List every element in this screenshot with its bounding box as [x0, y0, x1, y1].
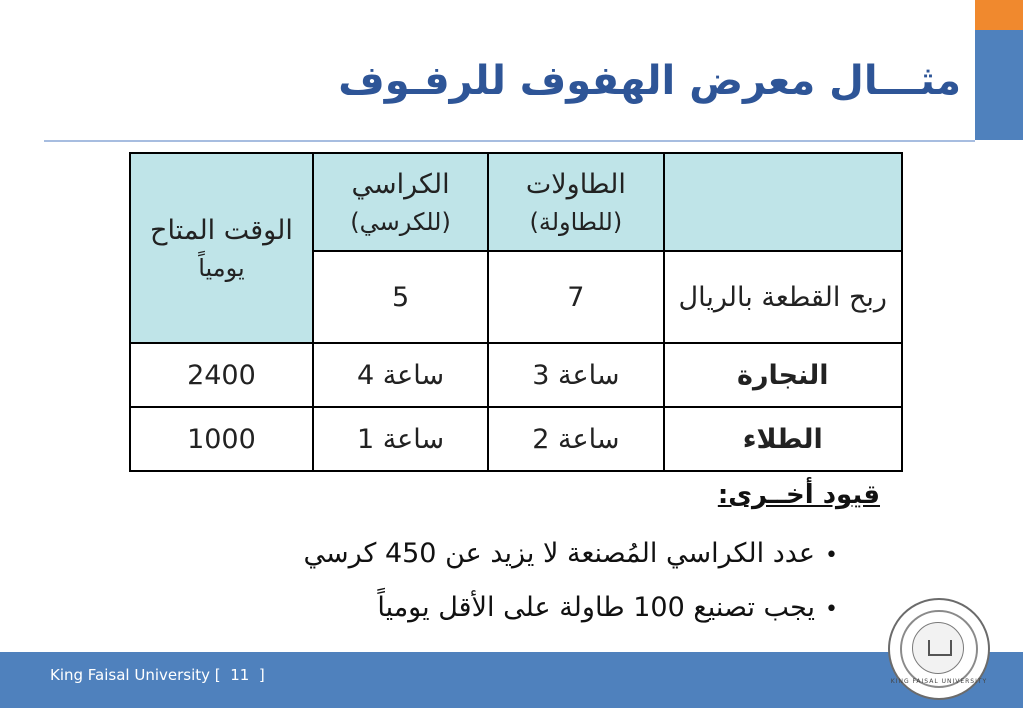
header-chairs-sub: (للكرسي): [350, 207, 451, 236]
bullet-icon: •: [825, 597, 838, 622]
accent-bar-orange: [975, 0, 1023, 30]
header-available-sub: يومياً: [198, 253, 245, 282]
footer-university: King Faisal University [: [50, 666, 221, 684]
header-tables-cell: [488, 153, 663, 251]
constraints-title: قيود أخــرى:: [717, 480, 880, 510]
row-label: الطلاء: [664, 407, 903, 471]
header-available-label: الوقت المتاح: [150, 214, 293, 246]
header-tables-label: الطاولات: [525, 168, 626, 200]
slide-title: مثـــال معرض الهفوف للرفـوف: [338, 58, 961, 104]
data-table: [129, 152, 903, 472]
cell-value: 1000: [130, 407, 313, 471]
table-row: [130, 343, 902, 407]
header-tables-sub: (للطاولة): [529, 207, 623, 236]
cell-value: ساعة 2: [488, 407, 663, 471]
page-number: 11: [230, 666, 250, 684]
table-row: [130, 153, 902, 251]
logo-text: KING FAISAL UNIVERSITY: [890, 678, 988, 685]
header-available-cell: [130, 153, 313, 343]
table-row: [130, 407, 902, 471]
constraint-text: يجب تصنيع 100 طاولة على الأقل يومياً: [377, 592, 816, 623]
row-label: النجارة: [664, 343, 903, 407]
row-label: ربح القطعة بالريال: [664, 251, 903, 343]
cell-value: 7: [488, 251, 663, 343]
book-icon: [928, 640, 952, 656]
header-empty-cell: [664, 153, 903, 251]
footer-text: [50, 666, 265, 684]
constraints-list: [188, 528, 838, 636]
cell-value: 2400: [130, 343, 313, 407]
cell-value: ساعة 3: [488, 343, 663, 407]
list-item: [188, 528, 838, 582]
constraint-text: عدد الكراسي المُصنعة لا يزيد عن 450 كرسي: [303, 538, 816, 569]
list-item: [188, 582, 838, 636]
title-divider: [44, 140, 975, 142]
bullet-icon: •: [825, 543, 838, 568]
header-chairs-cell: [313, 153, 488, 251]
header-chairs-label: الكراسي: [351, 168, 450, 200]
footer-bracket: ]: [258, 666, 265, 684]
cell-value: ساعة 1: [313, 407, 488, 471]
university-logo: [888, 598, 990, 700]
accent-bar-blue: [975, 30, 1023, 140]
cell-value: 5: [313, 251, 488, 343]
cell-value: ساعة 4: [313, 343, 488, 407]
